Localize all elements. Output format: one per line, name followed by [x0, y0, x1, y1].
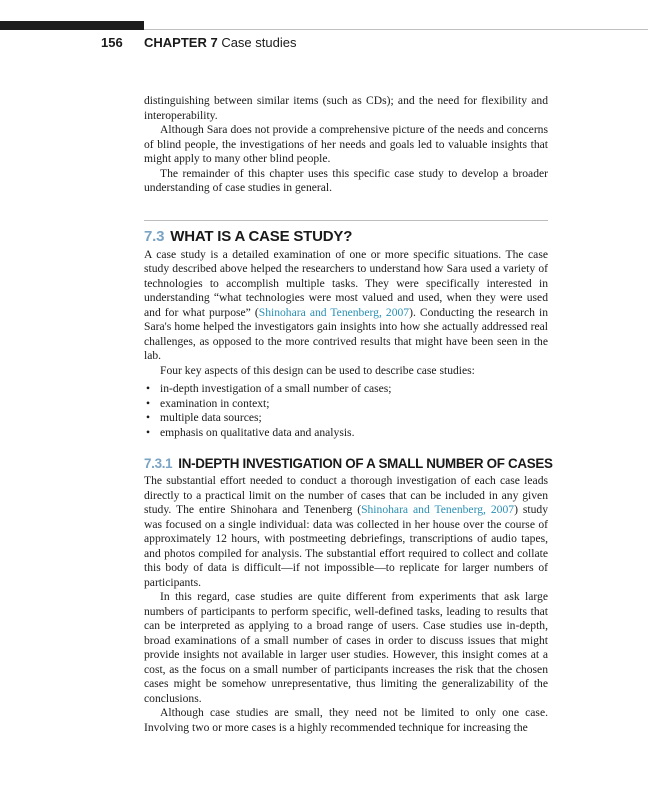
list-item: [144, 411, 548, 426]
subsection-number: 7.3.1: [144, 456, 173, 471]
list-item-text: in-depth investigation of a small number of cases;: [160, 382, 392, 395]
citation-link[interactable]: Shinohara and Tenenberg, 2007: [258, 305, 410, 319]
subsection-paragraph-1-text-a: The substantial effort needed to conduct a thorough investigation of each case leads directly to a practical limit on the number of cases that can be included in any given study. The entire Shinohara and Tenenberg (: [144, 474, 548, 516]
bullet-icon: •: [146, 382, 151, 395]
list-item: [144, 426, 548, 441]
subsection-paragraph-3: Although case studies are small, they need not be limited to only one case. Involving two or more cases is a highly recommended technique for increasing the: [144, 706, 548, 734]
header-dark-bar: [0, 21, 144, 30]
section-paragraph-1: [144, 248, 548, 364]
section-paragraph-1-text-a: A case study is a detailed examination of one or more specific situations. The case study described above helped the researchers to understand how Sara used a variety of technologies to accomplish multiple tasks. They were specifically interested in understanding “what technologies were most valued and used, when they were used and for what purpose” (: [144, 247, 548, 319]
intro-paragraph-3: The remainder of this chapter uses this specific case study to develop a broader understanding of case studies in general.: [144, 166, 548, 194]
subsection-paragraph-2: In this regard, case studies are quite different from experiments that ask large numbers of participants to perform specific, well-defined tasks, leading to results that can be interpreted as applying to a broad range of users. Case studies use in-depth, broad examinations of a small number of cases in order to discuss issues that might provide insights not available in larger user studies. However, this insight comes at a cost, as the focus on a small number of participants increases the risk that the chosen cases might be somehow unrepresentative, thus limiting the generalizability of the conclusions.: [144, 590, 548, 705]
header-rule: [144, 29, 648, 30]
intro-paragraph-2: Although Sara does not provide a comprehensive picture of the needs and concerns of blind people, the investigations of her needs and goals led to valuable insights that might apply to many other blind people.: [144, 123, 548, 165]
intro-paragraph-1: distinguishing between similar items (such as CDs); and the need for flexibility and interoperability.: [144, 94, 548, 122]
section-paragraph-1-text-b: ). Conducting the research in Sara's home helped the investigators gain insights into how she actually addressed real challenges, as opposed to the more contrived results that might have been seen in the lab.: [144, 305, 548, 362]
list-item-text: emphasis on qualitative data and analysis.: [160, 425, 355, 439]
running-head: [101, 35, 296, 53]
subsection-paragraph-1-text-b: ) study was focused on a single individual: data was collected in her house over the course of approximately 12 hours, with postmeeting debriefings, transcriptions of audio tapes, and photos compiled for analysis. The substantial effort required to collect and collate this body of data is difficult—if not impossible—to replicate for larger numbers of participants.: [144, 503, 548, 589]
subsection-paragraph-1: [144, 474, 548, 590]
section-rule: [144, 220, 548, 221]
section-paragraph-2: Four key aspects of this design can be used to describe case studies:: [160, 363, 475, 377]
page-number: 156: [101, 35, 123, 50]
subsection-title: IN-DEPTH INVESTIGATION OF A SMALL NUMBER OF CASES: [178, 456, 553, 471]
list-item: [144, 382, 548, 397]
list-item-text: multiple data sources;: [160, 411, 262, 424]
section-number: 7.3: [144, 227, 165, 245]
section-heading: [144, 227, 548, 246]
list-item-text: examination in context;: [160, 396, 270, 410]
bullet-icon: •: [146, 396, 151, 410]
citation-link[interactable]: Shinohara and Tenenberg, 2007: [361, 503, 515, 516]
page-body: [144, 94, 553, 735]
section-title: WHAT IS A CASE STUDY?: [170, 227, 353, 245]
chapter-title: Case studies: [221, 35, 297, 50]
aspect-list: [144, 382, 548, 440]
subsection-heading: [144, 455, 553, 473]
bullet-icon: •: [146, 425, 151, 439]
bullet-icon: •: [146, 411, 151, 424]
chapter-label: CHAPTER 7: [144, 35, 218, 50]
list-item: [144, 397, 548, 412]
